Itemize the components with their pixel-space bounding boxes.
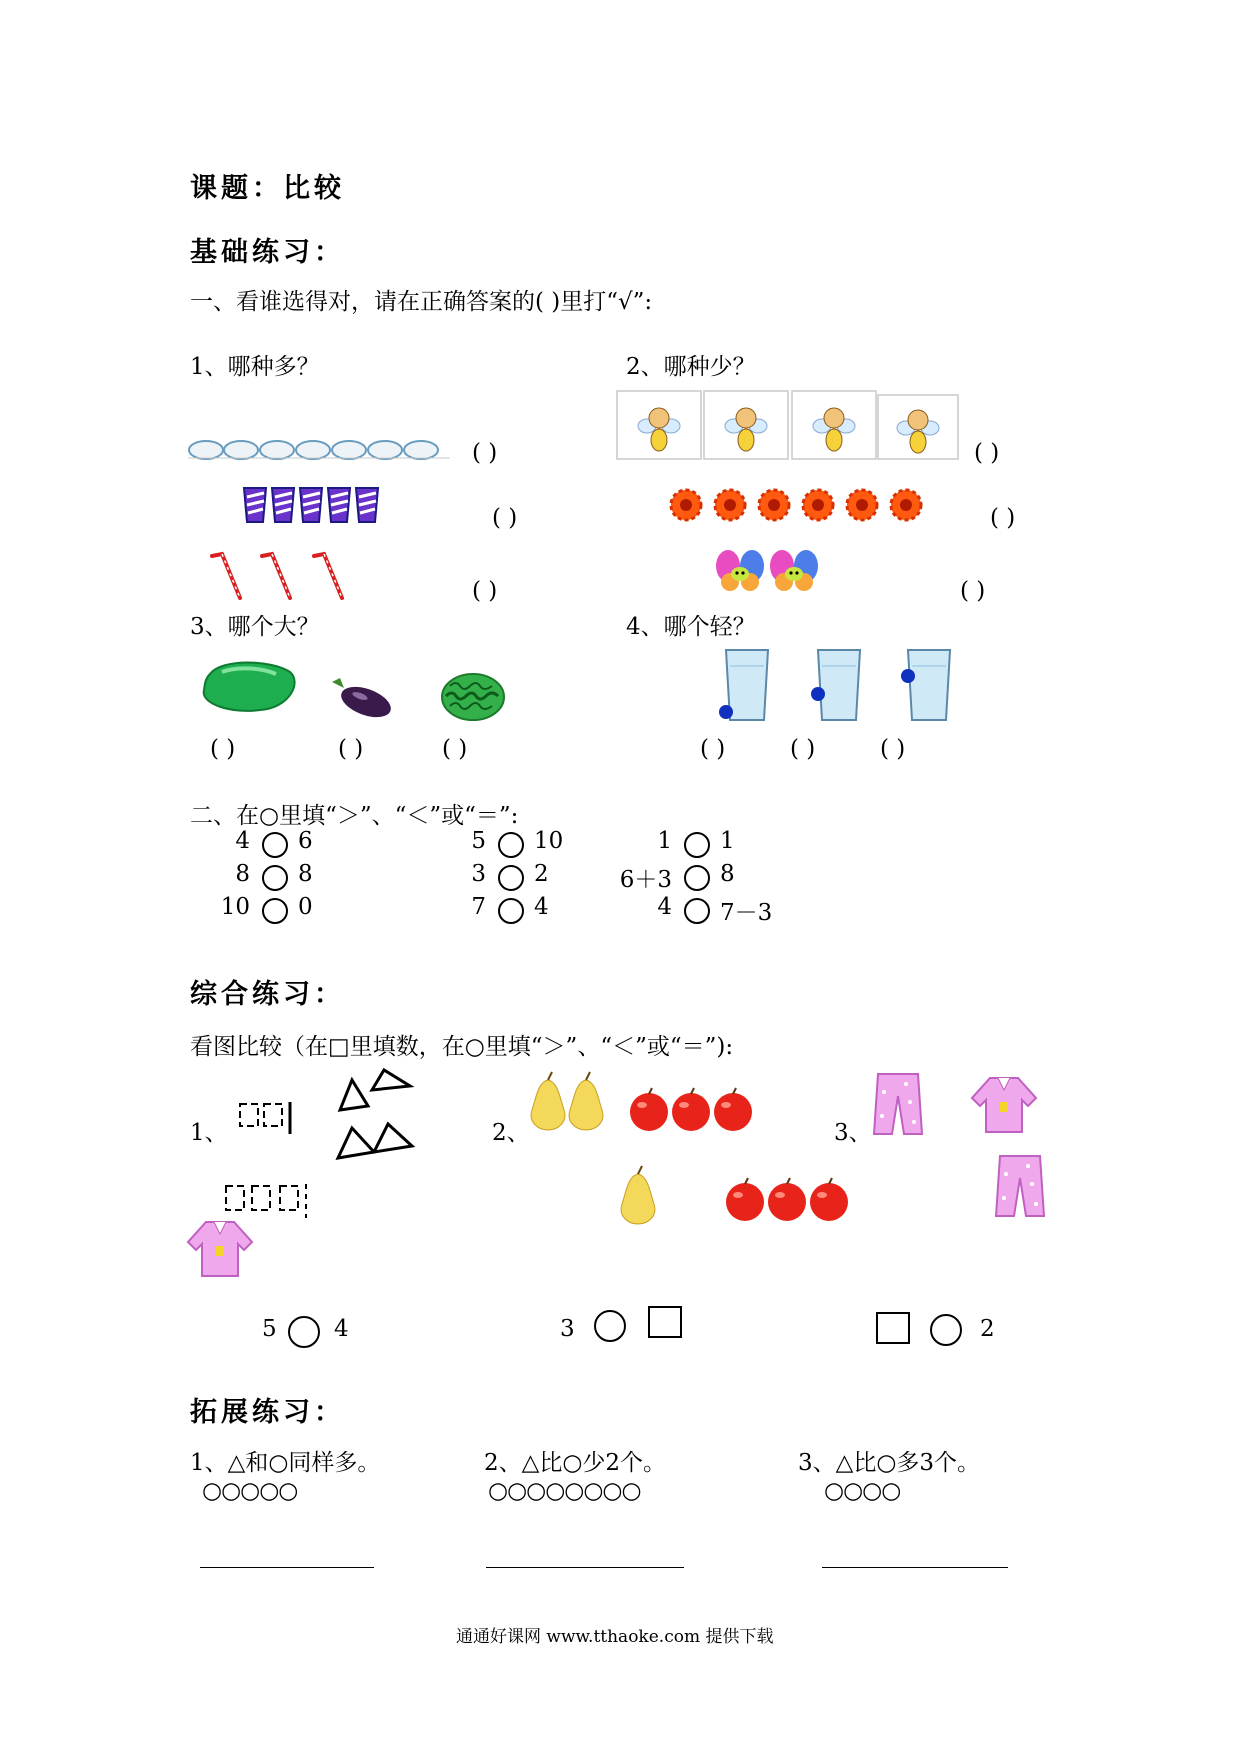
cmp-right: 6 [298, 828, 313, 854]
apples-image [628, 1088, 756, 1132]
q1-blank-cups[interactable]: ( ) [492, 505, 518, 531]
eggplant-image [330, 676, 394, 720]
answer2-left: 3 [560, 1316, 575, 1342]
basic-instruction: 一、看谁选得对，请在正确答案的( )里打“√”: [190, 289, 653, 315]
q4-blank-3[interactable]: ( ) [880, 736, 906, 762]
cmp-left: 8 [235, 861, 250, 887]
answer-circle[interactable] [594, 1310, 626, 1342]
extension-item-3: 3、△比○多3个。 [798, 1450, 981, 1476]
extension-circles-3: ○○○○ [824, 1478, 901, 1504]
answer-circle[interactable] [684, 832, 710, 858]
cmp-right: 8 [298, 861, 313, 887]
footer: 通通好课网 www.tthaoke.com 提供下载 [456, 1627, 774, 1647]
cmp-left: 4 [657, 894, 672, 920]
cmp-left: 10 [220, 894, 250, 920]
apples-image [724, 1178, 852, 1222]
q4-blank-2[interactable]: ( ) [790, 736, 816, 762]
jacket-image [186, 1220, 254, 1278]
cups-image [242, 485, 382, 525]
q2-blank-bees[interactable]: ( ) [974, 440, 1000, 466]
extension-circles-2: ○○○○○○○○ [488, 1478, 641, 1504]
combined-label-3: 3、 [834, 1120, 872, 1146]
combined-label-1: 1、 [190, 1120, 228, 1146]
basic-heading: 基础练习： [190, 237, 345, 268]
cmp-right: 10 [534, 828, 564, 854]
pear-image [616, 1166, 660, 1226]
answer-circle[interactable] [498, 898, 524, 924]
squares-image [222, 1180, 314, 1220]
answer-circle[interactable] [288, 1316, 320, 1348]
pants-image [994, 1154, 1046, 1218]
butterflies-image [712, 542, 824, 598]
cmp-right: 7－3 [720, 900, 773, 926]
flowers-image [670, 488, 930, 522]
glasses-image [712, 648, 962, 724]
extension-circles-1: ○○○○○ [202, 1478, 298, 1504]
cmp-left: 4 [235, 828, 250, 854]
answer3-right: 2 [980, 1316, 995, 1342]
answer-circle[interactable] [498, 865, 524, 891]
answer-circle[interactable] [930, 1314, 962, 1346]
q1-label: 1、哪种多？ [190, 354, 320, 380]
plates-image [188, 436, 450, 466]
cmp-right: 1 [720, 828, 735, 854]
q1-blank-plates[interactable]: ( ) [472, 440, 498, 466]
cmp-left: 3 [471, 861, 486, 887]
combined-heading: 综合练习： [190, 979, 345, 1010]
answer-line-3[interactable] [822, 1567, 1008, 1568]
cmp-left: 6＋3 [619, 867, 672, 893]
bees-image [616, 390, 960, 462]
jacket-image [970, 1076, 1038, 1134]
cmp-right: 8 [720, 861, 735, 887]
q4-label: 4、哪个轻？ [626, 614, 756, 640]
cmp-right: 0 [298, 894, 313, 920]
q3-label: 3、哪个大？ [190, 614, 320, 640]
answer-circle[interactable] [498, 832, 524, 858]
pears-image [528, 1072, 608, 1132]
page-title: 课题：比较 [190, 173, 345, 204]
cmp-right: 4 [534, 894, 549, 920]
extension-heading: 拓展练习： [190, 1397, 345, 1428]
cmp-left: 7 [471, 894, 486, 920]
cmp-right: 2 [534, 861, 549, 887]
part2-instruction: 二、在○里填“＞”、“＜”或“＝”: [190, 803, 519, 829]
triangles-image [334, 1068, 418, 1160]
cmp-left: 1 [657, 828, 672, 854]
q2-label: 2、哪种少？ [626, 354, 756, 380]
answer-circle[interactable] [262, 865, 288, 891]
extension-item-1: 1、△和○同样多。 [190, 1450, 381, 1476]
pants-image [872, 1072, 924, 1136]
answer-circle[interactable] [262, 898, 288, 924]
answer-box[interactable] [876, 1312, 910, 1344]
q3-blank-3[interactable]: ( ) [442, 736, 468, 762]
q1-blank-straws[interactable]: ( ) [472, 578, 498, 604]
answer1-right: 4 [334, 1316, 349, 1342]
watermelon-image [440, 672, 506, 722]
answer-circle[interactable] [684, 898, 710, 924]
answer-box[interactable] [648, 1306, 682, 1338]
q2-blank-butterflies[interactable]: ( ) [960, 578, 986, 604]
q3-blank-2[interactable]: ( ) [338, 736, 364, 762]
answer-circle[interactable] [262, 832, 288, 858]
combined-instruction: 看图比较（在□里填数，在○里填“＞”、“＜”或“＝”): [190, 1034, 734, 1060]
answer-circle[interactable] [684, 865, 710, 891]
q4-blank-1[interactable]: ( ) [700, 736, 726, 762]
q3-blank-1[interactable]: ( ) [210, 736, 236, 762]
extension-item-2: 2、△比○少2个。 [484, 1450, 667, 1476]
wax-gourd-image [202, 660, 298, 716]
squares-image [236, 1100, 298, 1136]
answer1-left: 5 [262, 1316, 277, 1342]
q2-blank-flowers[interactable]: ( ) [990, 505, 1016, 531]
straws-image [210, 552, 350, 602]
combined-label-2: 2、 [492, 1120, 530, 1146]
answer-line-1[interactable] [200, 1567, 374, 1568]
cmp-left: 5 [471, 828, 486, 854]
answer-line-2[interactable] [486, 1567, 684, 1568]
